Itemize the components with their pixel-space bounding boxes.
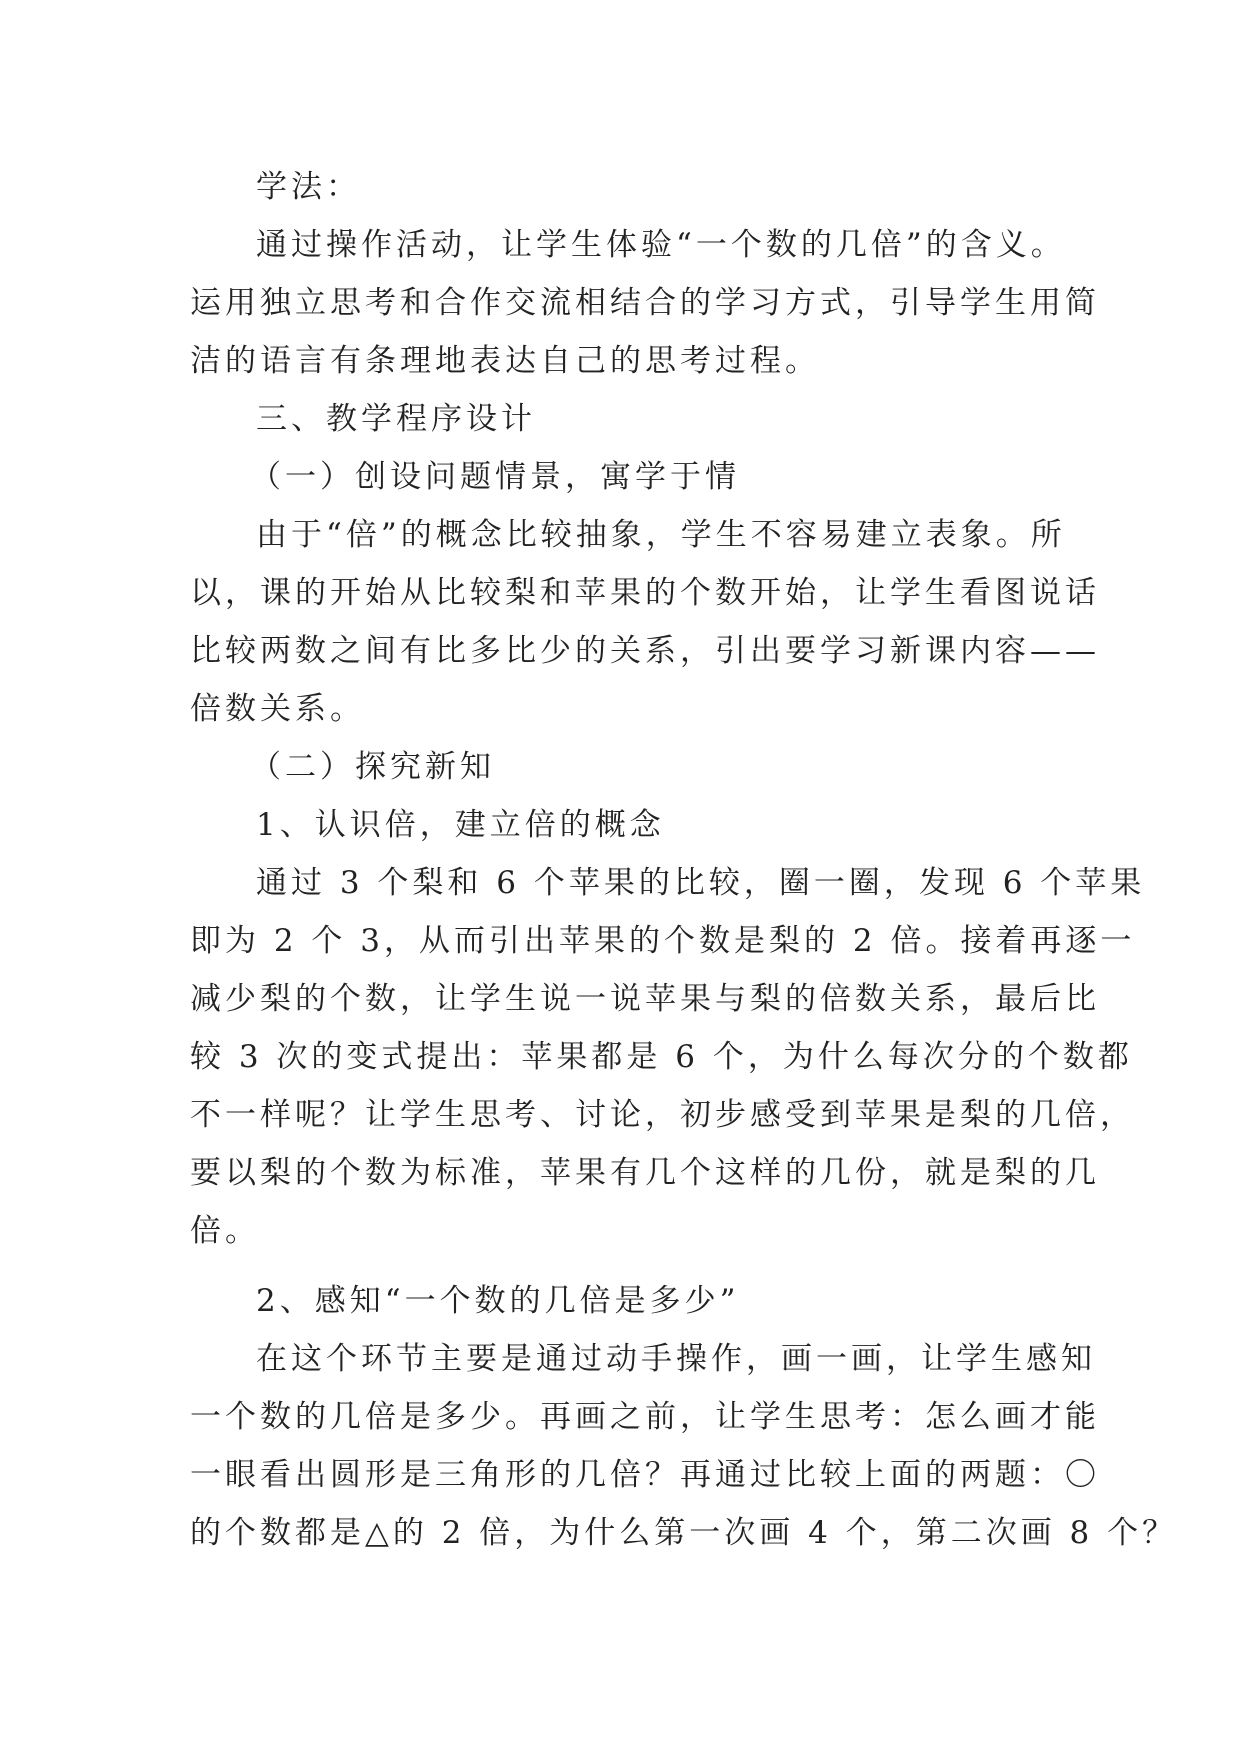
paragraph-line: 的个数都是△的 2 倍，为什么第一次画 4 个，第二次画 8 个？ (190, 1515, 1178, 1551)
subsection-heading: （一）创设问题情景，寓学于情 (250, 459, 740, 495)
paragraph-line: 在这个环节主要是通过动手操作，画一画，让学生感知 (256, 1341, 1096, 1377)
paragraph-line: 一个数的几倍是多少。再画之前，让学生思考：怎么画才能 (190, 1399, 1100, 1435)
paragraph-line: 一眼看出圆形是三角形的几倍？再通过比较上面的两题：〇 (190, 1457, 1100, 1493)
paragraph-line: 减少梨的个数，让学生说一说苹果与梨的倍数关系，最后比 (190, 981, 1100, 1017)
paragraph-spacer (190, 1260, 1070, 1272)
item-heading: 1、认识倍，建立倍的概念 (256, 807, 665, 843)
paragraph-line: 通过操作活动，让学生体验“一个数的几倍”的含义。 (256, 227, 1066, 263)
paragraph-line: 要以梨的个数为标准，苹果有几个这样的几份，就是梨的几 (190, 1155, 1100, 1191)
paragraph-line: 以，课的开始从比较梨和苹果的个数开始，让学生看图说话 (190, 575, 1100, 611)
heading-xuefa: 学法： (256, 169, 361, 205)
paragraph-line: 通过 3 个梨和 6 个苹果的比较，圈一圈，发现 6 个苹果 (256, 865, 1146, 901)
paragraph-line: 洁的语言有条理地表达自己的思考过程。 (190, 343, 820, 379)
paragraph-line: 较 3 次的变式提出：苹果都是 6 个，为什么每次分的个数都 (190, 1039, 1133, 1075)
paragraph-line: 运用独立思考和合作交流相结合的学习方式，引导学生用简 (190, 285, 1100, 321)
paragraph-line: 不一样呢？让学生思考、讨论，初步感受到苹果是梨的几倍， (190, 1097, 1135, 1133)
item-heading: 2、感知“一个数的几倍是多少” (256, 1283, 740, 1319)
paragraph-line: 即为 2 个 3，从而引出苹果的个数是梨的 2 倍。接着再逐一 (190, 923, 1136, 959)
paragraph-line: 比较两数之间有比多比少的关系，引出要学习新课内容—— (190, 633, 1100, 669)
document-body (190, 158, 1178, 1562)
paragraph-line: 倍。 (190, 1213, 260, 1249)
section-heading: 三、教学程序设计 (256, 401, 536, 437)
paragraph-line: 倍数关系。 (190, 691, 365, 727)
subsection-heading: （二）探究新知 (250, 749, 495, 785)
paragraph-line: 由于“倍”的概念比较抽象，学生不容易建立表象。所 (256, 517, 1066, 553)
